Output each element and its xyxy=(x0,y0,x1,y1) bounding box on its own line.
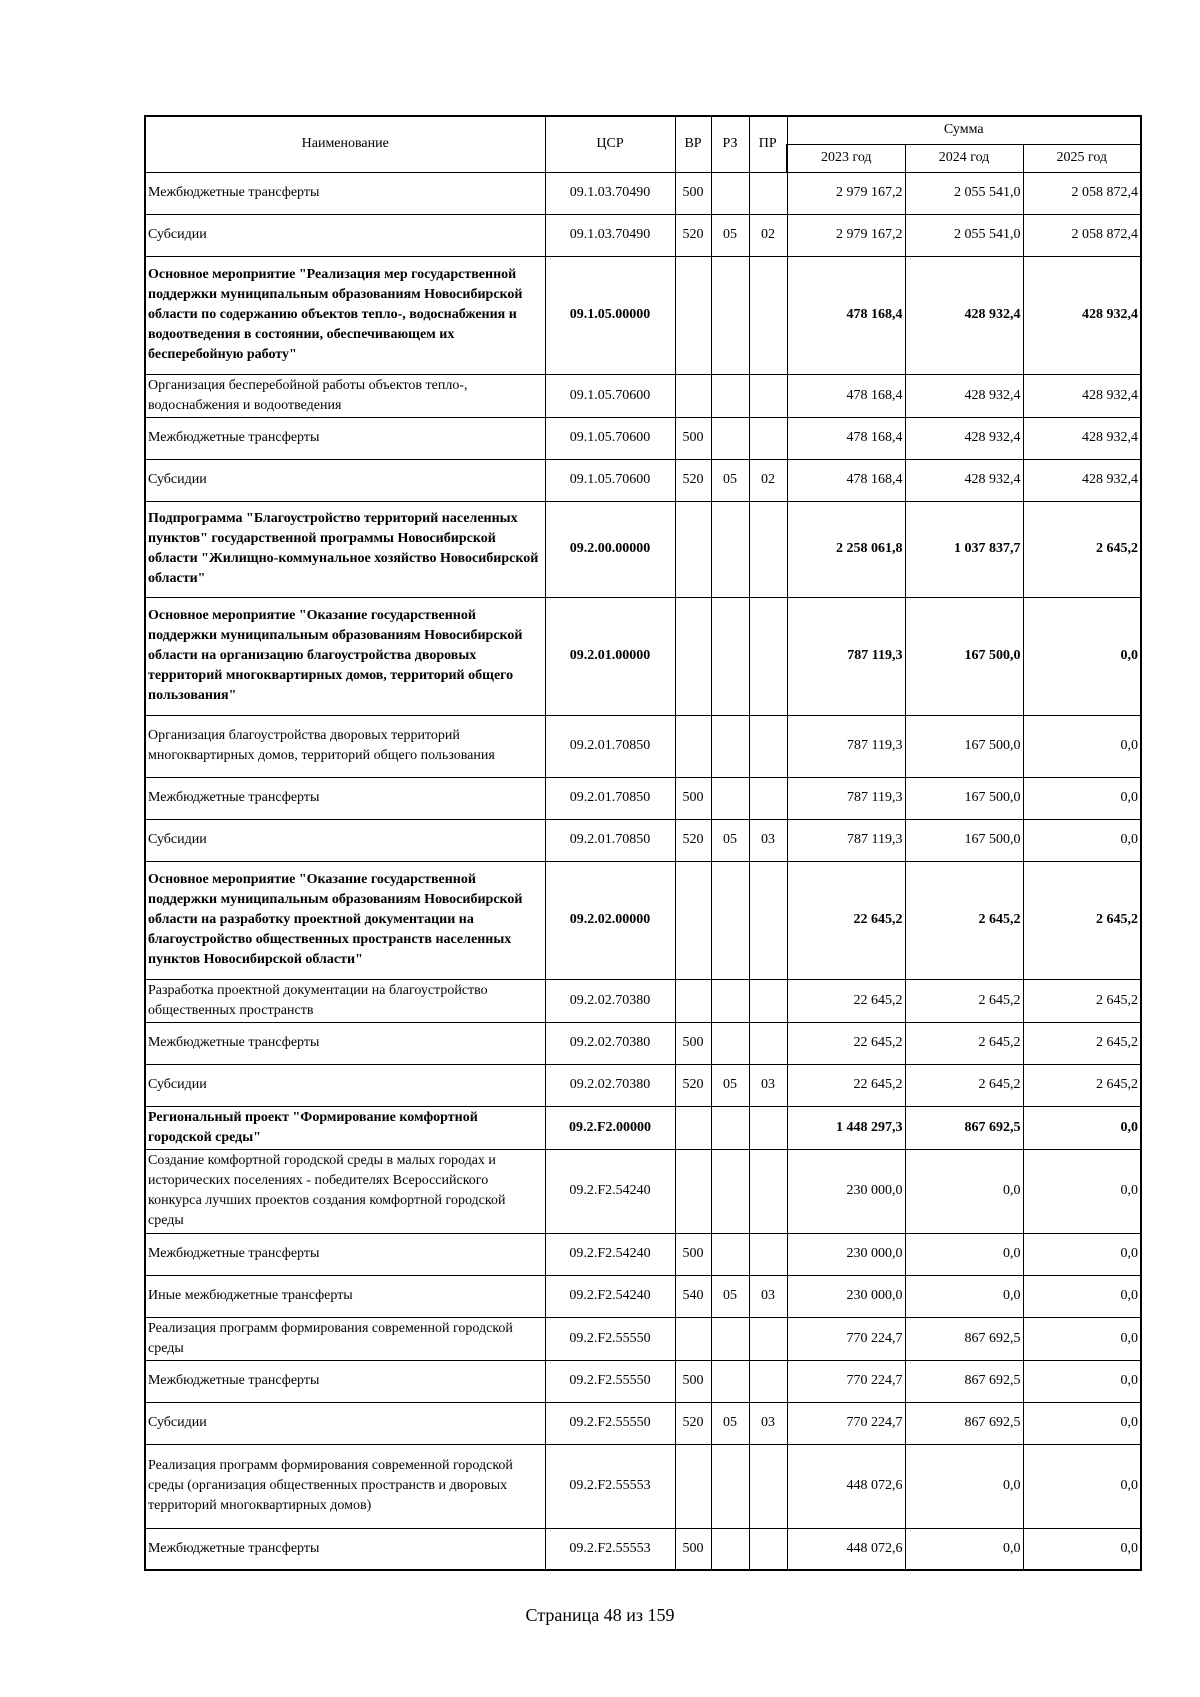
cell-name: Межбюджетные трансферты xyxy=(145,1022,545,1064)
cell-csr: 09.1.05.00000 xyxy=(545,256,675,374)
cell-vr: 520 xyxy=(675,214,711,256)
header-csr: ЦСР xyxy=(545,116,675,172)
cell-sum-2025: 2 645,2 xyxy=(1023,501,1141,597)
cell-vr: 520 xyxy=(675,819,711,861)
cell-name: Межбюджетные трансферты xyxy=(145,1528,545,1570)
cell-vr xyxy=(675,1317,711,1360)
cell-rz xyxy=(711,417,749,459)
cell-sum-2024: 0,0 xyxy=(905,1444,1023,1528)
cell-sum-2025: 428 932,4 xyxy=(1023,417,1141,459)
cell-pr: 03 xyxy=(749,1402,787,1444)
cell-sum-2024: 167 500,0 xyxy=(905,597,1023,715)
cell-csr: 09.1.05.70600 xyxy=(545,374,675,417)
table-row xyxy=(145,1022,1141,1064)
cell-name: Основное мероприятие "Реализация мер государственной поддержки муниципальным образованиям Новосибирской области по содержанию объектов тепло-, водоснабжения и водоотведения в состоянии, обеспечивающем их бесперебойную работу" xyxy=(145,256,545,374)
cell-name: Основное мероприятие "Оказание государственной поддержки муниципальным образованиям Новосибирской области на организацию благоустройства дворовых территорий многоквартирных домов, территорий общего пользования" xyxy=(145,597,545,715)
cell-pr xyxy=(749,1233,787,1275)
cell-vr: 500 xyxy=(675,777,711,819)
cell-vr xyxy=(675,861,711,979)
cell-vr xyxy=(675,715,711,777)
cell-sum-2025: 2 645,2 xyxy=(1023,979,1141,1022)
cell-rz xyxy=(711,1317,749,1360)
cell-sum-2023: 478 168,4 xyxy=(787,374,905,417)
cell-sum-2024: 167 500,0 xyxy=(905,777,1023,819)
cell-sum-2024: 2 645,2 xyxy=(905,1022,1023,1064)
cell-sum-2023: 230 000,0 xyxy=(787,1149,905,1233)
cell-pr xyxy=(749,715,787,777)
table-row xyxy=(145,374,1141,417)
cell-csr: 09.2.F2.55553 xyxy=(545,1444,675,1528)
header-year-2024: 2024 год xyxy=(905,144,1023,172)
cell-rz xyxy=(711,1233,749,1275)
table-row xyxy=(145,1106,1141,1149)
cell-csr: 09.2.01.70850 xyxy=(545,777,675,819)
cell-csr: 09.1.05.70600 xyxy=(545,459,675,501)
cell-pr xyxy=(749,256,787,374)
cell-rz xyxy=(711,1528,749,1570)
cell-sum-2025: 2 058 872,4 xyxy=(1023,172,1141,214)
cell-sum-2025: 0,0 xyxy=(1023,819,1141,861)
cell-sum-2024: 167 500,0 xyxy=(905,715,1023,777)
table-row xyxy=(145,1064,1141,1106)
page-number: Страница 48 из 159 xyxy=(525,1605,675,1625)
table-row xyxy=(145,715,1141,777)
cell-name: Субсидии xyxy=(145,214,545,256)
cell-vr xyxy=(675,979,711,1022)
table-row xyxy=(145,1275,1141,1317)
cell-sum-2025: 0,0 xyxy=(1023,1275,1141,1317)
cell-sum-2023: 2 979 167,2 xyxy=(787,172,905,214)
cell-sum-2025: 2 645,2 xyxy=(1023,1022,1141,1064)
table-row xyxy=(145,459,1141,501)
cell-csr: 09.2.01.00000 xyxy=(545,597,675,715)
cell-vr: 500 xyxy=(675,1022,711,1064)
cell-sum-2023: 2 258 061,8 xyxy=(787,501,905,597)
table-row xyxy=(145,1528,1141,1570)
cell-rz: 05 xyxy=(711,1064,749,1106)
table-row xyxy=(145,214,1141,256)
cell-sum-2024: 867 692,5 xyxy=(905,1106,1023,1149)
cell-sum-2024: 2 645,2 xyxy=(905,979,1023,1022)
header-rz: РЗ xyxy=(711,116,749,172)
cell-name: Межбюджетные трансферты xyxy=(145,417,545,459)
cell-sum-2024: 428 932,4 xyxy=(905,256,1023,374)
cell-rz xyxy=(711,861,749,979)
cell-pr xyxy=(749,597,787,715)
cell-rz xyxy=(711,256,749,374)
cell-sum-2023: 787 119,3 xyxy=(787,777,905,819)
table-row xyxy=(145,597,1141,715)
cell-pr xyxy=(749,1317,787,1360)
cell-rz xyxy=(711,1444,749,1528)
cell-vr: 520 xyxy=(675,1064,711,1106)
cell-pr xyxy=(749,777,787,819)
cell-sum-2025: 0,0 xyxy=(1023,777,1141,819)
cell-sum-2023: 770 224,7 xyxy=(787,1402,905,1444)
table-row xyxy=(145,777,1141,819)
header-year-2025: 2025 год xyxy=(1023,144,1141,172)
cell-vr xyxy=(675,597,711,715)
cell-csr: 09.2.02.70380 xyxy=(545,1064,675,1106)
cell-pr: 03 xyxy=(749,1275,787,1317)
cell-pr xyxy=(749,501,787,597)
cell-sum-2025: 0,0 xyxy=(1023,1528,1141,1570)
cell-sum-2025: 2 645,2 xyxy=(1023,861,1141,979)
cell-csr: 09.2.F2.54240 xyxy=(545,1275,675,1317)
cell-pr: 03 xyxy=(749,819,787,861)
cell-csr: 09.2.F2.55550 xyxy=(545,1360,675,1402)
cell-sum-2025: 0,0 xyxy=(1023,715,1141,777)
cell-csr: 09.2.F2.54240 xyxy=(545,1149,675,1233)
cell-pr xyxy=(749,1528,787,1570)
cell-pr: 03 xyxy=(749,1064,787,1106)
cell-sum-2025: 0,0 xyxy=(1023,1149,1141,1233)
cell-sum-2024: 2 645,2 xyxy=(905,861,1023,979)
cell-sum-2023: 787 119,3 xyxy=(787,597,905,715)
cell-name: Реализация программ формирования современной городской среды (организация общественных пространств и дворовых территорий многоквартирных домов) xyxy=(145,1444,545,1528)
cell-name: Организация бесперебойной работы объектов тепло-, водоснабжения и водоотведения xyxy=(145,374,545,417)
cell-vr xyxy=(675,374,711,417)
cell-sum-2023: 1 448 297,3 xyxy=(787,1106,905,1149)
header-pr: ПР xyxy=(749,116,787,172)
cell-rz: 05 xyxy=(711,819,749,861)
table-row xyxy=(145,979,1141,1022)
cell-name: Межбюджетные трансферты xyxy=(145,1233,545,1275)
header-sum: Сумма xyxy=(787,116,1141,144)
cell-sum-2023: 448 072,6 xyxy=(787,1528,905,1570)
cell-pr xyxy=(749,1106,787,1149)
cell-sum-2023: 230 000,0 xyxy=(787,1233,905,1275)
table-row xyxy=(145,1317,1141,1360)
cell-sum-2025: 2 645,2 xyxy=(1023,1064,1141,1106)
table-body xyxy=(145,172,1141,1570)
table-row xyxy=(145,256,1141,374)
cell-sum-2023: 478 168,4 xyxy=(787,417,905,459)
cell-pr xyxy=(749,1444,787,1528)
cell-vr: 520 xyxy=(675,1402,711,1444)
cell-rz xyxy=(711,1360,749,1402)
cell-sum-2024: 2 645,2 xyxy=(905,1064,1023,1106)
cell-sum-2023: 22 645,2 xyxy=(787,1022,905,1064)
cell-sum-2024: 867 692,5 xyxy=(905,1360,1023,1402)
cell-vr: 500 xyxy=(675,172,711,214)
table-row xyxy=(145,172,1141,214)
cell-sum-2025: 0,0 xyxy=(1023,1317,1141,1360)
cell-sum-2024: 0,0 xyxy=(905,1528,1023,1570)
table-row xyxy=(145,1233,1141,1275)
cell-vr xyxy=(675,256,711,374)
header-name: Наименование xyxy=(145,116,545,172)
cell-sum-2023: 787 119,3 xyxy=(787,715,905,777)
table-row xyxy=(145,1444,1141,1528)
cell-csr: 09.2.02.70380 xyxy=(545,1022,675,1064)
table-row xyxy=(145,501,1141,597)
header-vr: ВР xyxy=(675,116,711,172)
cell-pr xyxy=(749,1360,787,1402)
cell-vr: 500 xyxy=(675,1528,711,1570)
cell-sum-2025: 428 932,4 xyxy=(1023,374,1141,417)
cell-sum-2024: 0,0 xyxy=(905,1233,1023,1275)
cell-vr xyxy=(675,1444,711,1528)
cell-csr: 09.2.02.70380 xyxy=(545,979,675,1022)
cell-rz xyxy=(711,1022,749,1064)
cell-csr: 09.1.03.70490 xyxy=(545,214,675,256)
cell-vr: 540 xyxy=(675,1275,711,1317)
cell-rz xyxy=(711,597,749,715)
cell-name: Основное мероприятие "Оказание государственной поддержки муниципальным образованиям Новосибирской области на разработку проектной документации на благоустройство общественных пространств населенных пунктов Новосибирской области" xyxy=(145,861,545,979)
cell-sum-2025: 0,0 xyxy=(1023,1233,1141,1275)
cell-sum-2024: 0,0 xyxy=(905,1275,1023,1317)
cell-csr: 09.2.F2.00000 xyxy=(545,1106,675,1149)
cell-name: Разработка проектной документации на благоустройство общественных пространств xyxy=(145,979,545,1022)
cell-rz xyxy=(711,172,749,214)
cell-pr: 02 xyxy=(749,214,787,256)
cell-sum-2023: 787 119,3 xyxy=(787,819,905,861)
cell-sum-2025: 0,0 xyxy=(1023,1106,1141,1149)
cell-rz: 05 xyxy=(711,1402,749,1444)
cell-rz: 05 xyxy=(711,459,749,501)
cell-csr: 09.2.02.00000 xyxy=(545,861,675,979)
cell-sum-2024: 2 055 541,0 xyxy=(905,214,1023,256)
cell-csr: 09.2.F2.55553 xyxy=(545,1528,675,1570)
cell-vr xyxy=(675,1149,711,1233)
cell-sum-2024: 867 692,5 xyxy=(905,1317,1023,1360)
cell-pr xyxy=(749,374,787,417)
cell-rz: 05 xyxy=(711,1275,749,1317)
cell-sum-2024: 867 692,5 xyxy=(905,1402,1023,1444)
cell-name: Межбюджетные трансферты xyxy=(145,777,545,819)
table-row xyxy=(145,1360,1141,1402)
cell-rz xyxy=(711,979,749,1022)
cell-name: Межбюджетные трансферты xyxy=(145,1360,545,1402)
cell-pr xyxy=(749,979,787,1022)
cell-pr xyxy=(749,1149,787,1233)
cell-name: Межбюджетные трансферты xyxy=(145,172,545,214)
cell-csr: 09.2.F2.54240 xyxy=(545,1233,675,1275)
cell-sum-2024: 1 037 837,7 xyxy=(905,501,1023,597)
cell-rz xyxy=(711,501,749,597)
cell-sum-2025: 2 058 872,4 xyxy=(1023,214,1141,256)
cell-sum-2024: 2 055 541,0 xyxy=(905,172,1023,214)
cell-sum-2023: 478 168,4 xyxy=(787,256,905,374)
cell-sum-2024: 0,0 xyxy=(905,1149,1023,1233)
cell-name: Подпрограмма "Благоустройство территорий населенных пунктов" государственной программы Новосибирской области "Жилищно-коммунальное хозяйство Новосибирской области" xyxy=(145,501,545,597)
budget-table xyxy=(144,115,1142,1571)
cell-sum-2025: 0,0 xyxy=(1023,1444,1141,1528)
table-row xyxy=(145,417,1141,459)
cell-name: Субсидии xyxy=(145,1064,545,1106)
cell-name: Региональный проект "Формирование комфортной городской среды" xyxy=(145,1106,545,1149)
cell-name: Иные межбюджетные трансферты xyxy=(145,1275,545,1317)
cell-sum-2025: 428 932,4 xyxy=(1023,459,1141,501)
cell-rz xyxy=(711,1149,749,1233)
cell-sum-2023: 478 168,4 xyxy=(787,459,905,501)
cell-sum-2023: 2 979 167,2 xyxy=(787,214,905,256)
table-header xyxy=(145,116,1141,172)
cell-sum-2025: 0,0 xyxy=(1023,1402,1141,1444)
cell-pr xyxy=(749,417,787,459)
cell-rz xyxy=(711,715,749,777)
cell-sum-2024: 428 932,4 xyxy=(905,459,1023,501)
cell-sum-2023: 22 645,2 xyxy=(787,979,905,1022)
cell-rz xyxy=(711,777,749,819)
cell-name: Создание комфортной городской среды в малых городах и исторических поселениях - победителях Всероссийского конкурса лучших проектов создания комфортной городской среды xyxy=(145,1149,545,1233)
cell-csr: 09.1.03.70490 xyxy=(545,172,675,214)
cell-vr: 500 xyxy=(675,1233,711,1275)
cell-csr: 09.2.01.70850 xyxy=(545,819,675,861)
table-row xyxy=(145,861,1141,979)
cell-csr: 09.2.00.00000 xyxy=(545,501,675,597)
cell-pr xyxy=(749,1022,787,1064)
cell-csr: 09.2.F2.55550 xyxy=(545,1317,675,1360)
cell-rz: 05 xyxy=(711,214,749,256)
cell-sum-2023: 22 645,2 xyxy=(787,861,905,979)
cell-vr: 500 xyxy=(675,1360,711,1402)
cell-vr: 500 xyxy=(675,417,711,459)
cell-sum-2025: 0,0 xyxy=(1023,1360,1141,1402)
cell-sum-2023: 22 645,2 xyxy=(787,1064,905,1106)
cell-pr xyxy=(749,861,787,979)
cell-sum-2023: 230 000,0 xyxy=(787,1275,905,1317)
cell-name: Субсидии xyxy=(145,819,545,861)
cell-sum-2024: 428 932,4 xyxy=(905,374,1023,417)
cell-pr: 02 xyxy=(749,459,787,501)
cell-name: Организация благоустройства дворовых территорий многоквартирных домов, территорий общего пользования xyxy=(145,715,545,777)
cell-sum-2023: 448 072,6 xyxy=(787,1444,905,1528)
cell-csr: 09.1.05.70600 xyxy=(545,417,675,459)
cell-vr xyxy=(675,501,711,597)
table-row xyxy=(145,1402,1141,1444)
cell-csr: 09.2.F2.55550 xyxy=(545,1402,675,1444)
cell-name: Реализация программ формирования современной городской среды xyxy=(145,1317,545,1360)
cell-vr xyxy=(675,1106,711,1149)
cell-sum-2023: 770 224,7 xyxy=(787,1317,905,1360)
table-row xyxy=(145,1149,1141,1233)
cell-sum-2023: 770 224,7 xyxy=(787,1360,905,1402)
cell-sum-2025: 0,0 xyxy=(1023,597,1141,715)
cell-name: Субсидии xyxy=(145,1402,545,1444)
cell-pr xyxy=(749,172,787,214)
cell-rz xyxy=(711,374,749,417)
table-row xyxy=(145,819,1141,861)
cell-rz xyxy=(711,1106,749,1149)
header-year-2023: 2023 год xyxy=(787,144,905,172)
cell-sum-2025: 428 932,4 xyxy=(1023,256,1141,374)
cell-csr: 09.2.01.70850 xyxy=(545,715,675,777)
cell-sum-2024: 428 932,4 xyxy=(905,417,1023,459)
cell-name: Субсидии xyxy=(145,459,545,501)
cell-vr: 520 xyxy=(675,459,711,501)
cell-sum-2024: 167 500,0 xyxy=(905,819,1023,861)
